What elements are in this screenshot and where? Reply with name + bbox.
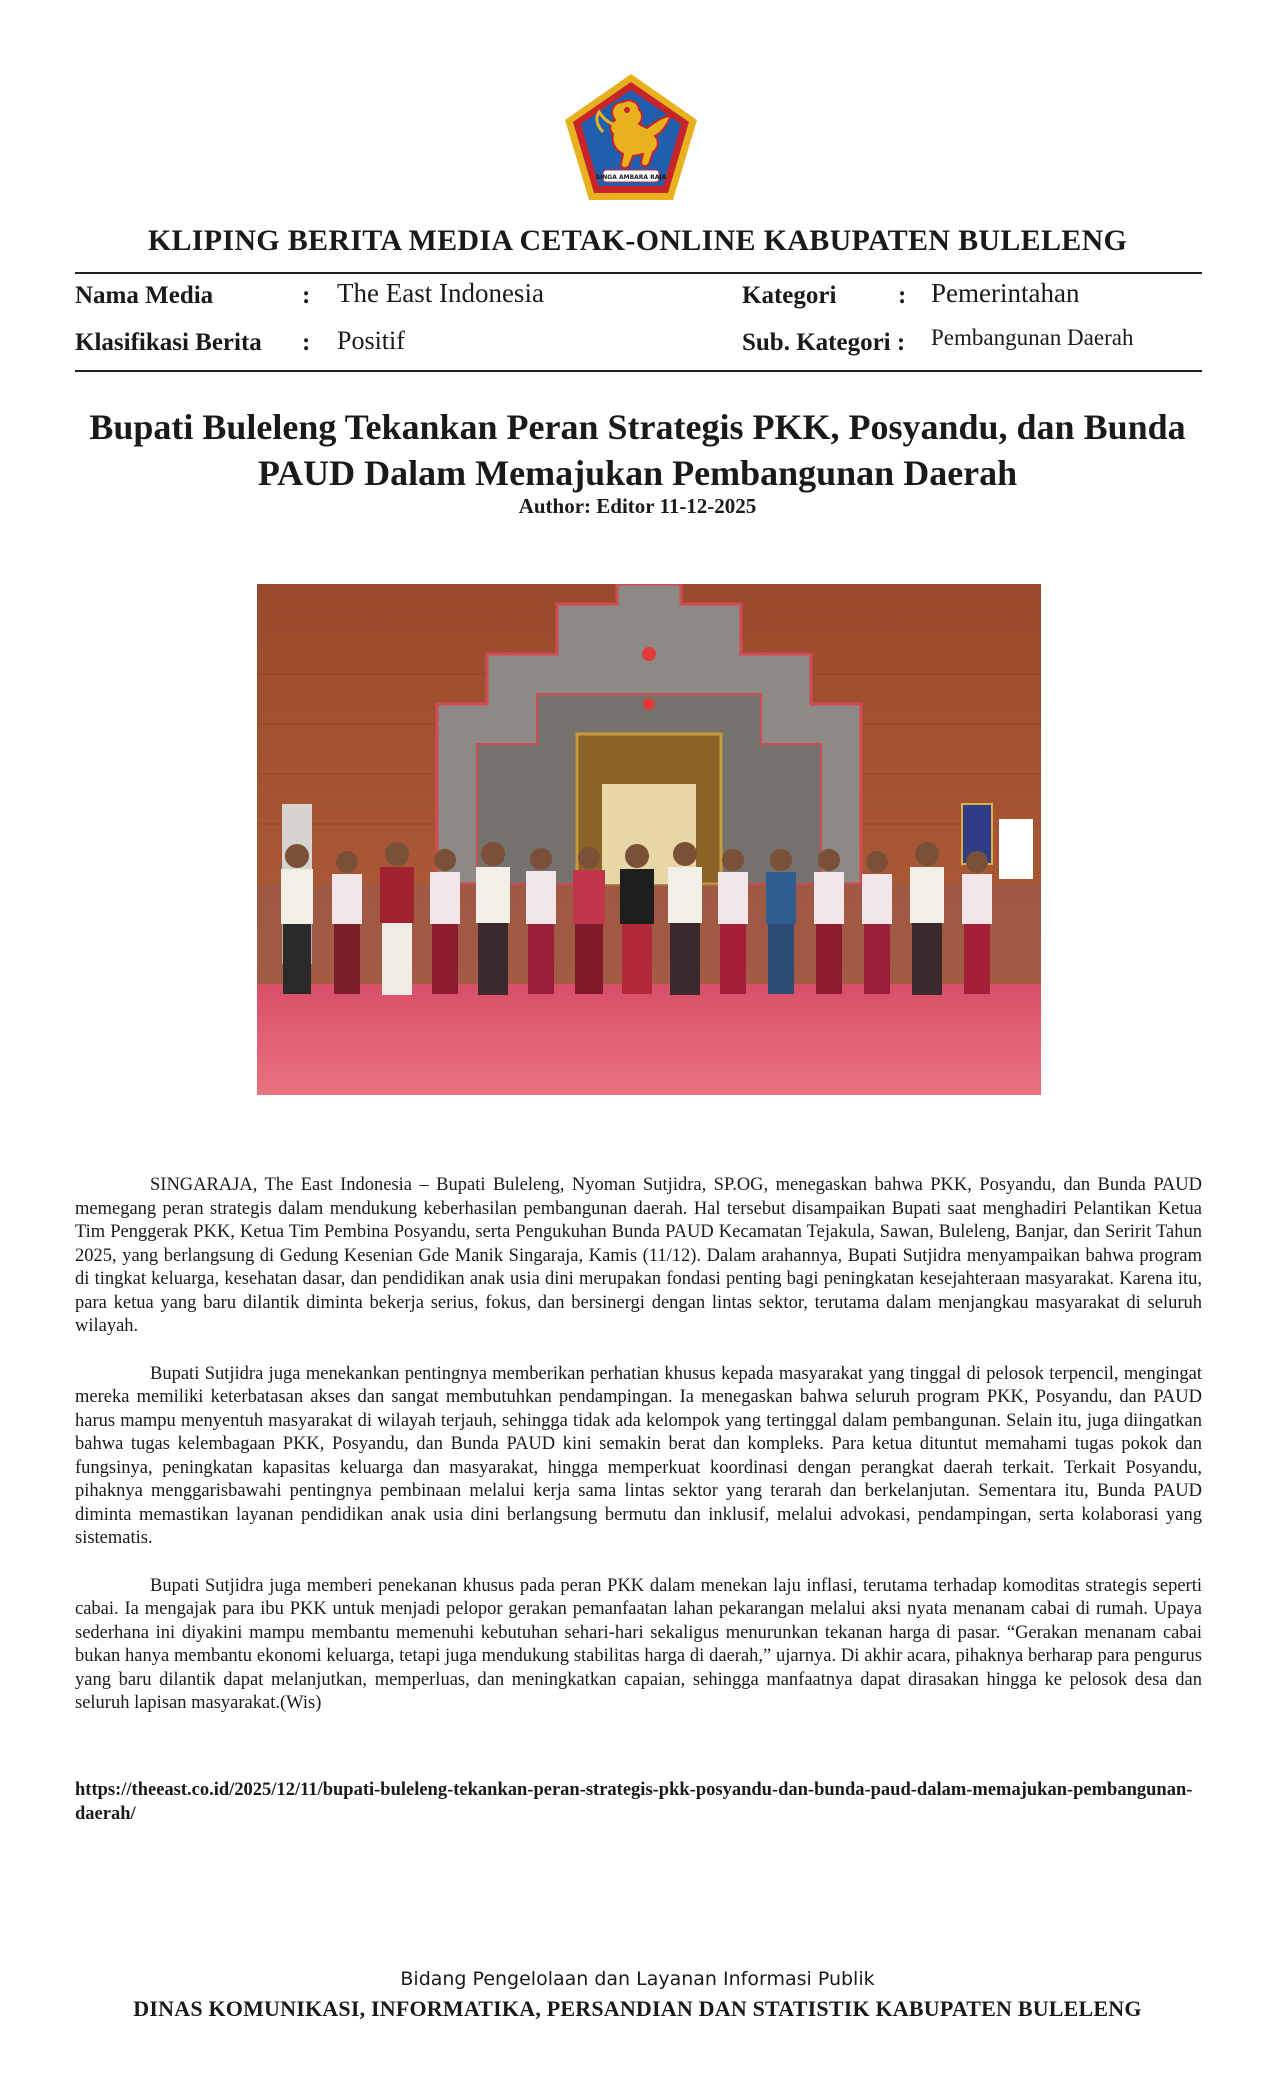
- event-stage-photo: [257, 584, 1041, 1095]
- article-body: [75, 1174, 1202, 1740]
- article-paragraph-2: Bupati Sutjidra juga menekankan pentingnya memberikan perhatian khusus kepada masyarakat yang tinggal di pelosok terpencil, mengingat mereka memiliki keterbatasan akses dan sangat membutuhkan pendampingan. Ia menegaskan bahwa seluruh program PKK, Posyandu, dan PAUD harus mampu menyentuh masyarakat di wilayah terjauh, sehingga tidak ada kelompok yang tertinggal dalam pembangunan. Selain itu, juga diingatkan bahwa tugas kelembagaan PKK, Posyandu, dan Bunda PAUD kini semakin berat dan kompleks. Para ketua dituntut memahami tugas pokok dan fungsinya, peningkatan kapasitas keluarga dan masyarakat, hingga memperkuat koordinasi dengan perangkat daerah terkait. Terkait Posyandu, pihaknya menggarisbawahi pentingnya pembinaan melalui kerja sama lintas sektor yang terarah dan berkelanjutan. Sementara itu, Bunda PAUD diminta memastikan layanan pendidikan anak usia dini berlangsung bermutu dan inklusif, melalui advokasi, pendampingan, serta kolaborasi yang sistematis.: [75, 1363, 1202, 1548]
- nama-media-colon: :: [302, 282, 311, 309]
- clipping-header-title: KLIPING BERITA MEDIA CETAK-ONLINE KABUPATEN BULELENG: [147, 224, 1128, 257]
- footer-department: Bidang Pengelolaan dan Layanan Informasi Publik: [400, 1968, 875, 1990]
- kategori-colon: :: [898, 282, 907, 309]
- article-author: Author: Editor 11-12-2025: [518, 494, 757, 518]
- singa-ambara-raja-emblem-icon: [563, 72, 699, 202]
- kategori-label: Kategori: [742, 282, 837, 309]
- klasifikasi-value: Positif: [337, 326, 405, 355]
- article-source-link[interactable]: https://theeast.co.id/2025/12/11/bupati-buleleng-tekankan-peran-strategis-pkk-posyandu-dan-bunda-paud-dalam-memajukan-pembangunan-daerah/: [75, 1780, 1193, 1824]
- header-top-rule: [75, 272, 1202, 274]
- logo-banner-text: SINGA AMBARA RAJA: [595, 174, 667, 181]
- sub-kategori-value: Pembangunan Daerah: [931, 325, 1134, 350]
- sub-kategori-label: Sub. Kategori :: [742, 329, 906, 356]
- klasifikasi-label: Klasifikasi Berita: [75, 329, 262, 356]
- kategori-value: Pemerintahan: [931, 278, 1080, 308]
- article-headline: Bupati Buleleng Tekankan Peran Strategis PKK, Posyandu, dan Bunda PAUD Dalam Memajukan Pembangunan Daerah: [89, 407, 1186, 493]
- header-bottom-rule: [75, 370, 1202, 372]
- article-paragraph-3: Bupati Sutjidra juga memberi penekanan khusus pada peran PKK dalam menekan laju inflasi, terutama terhadap komoditas strategis seperti cabai. Ia mengajak para ibu PKK untuk menjadi pelopor gerakan pemanfaatan lahan pekarangan melalui aksi nyata menanam cabai di rumah. Upaya sederhana ini diyakini mampu membantu memenuhi kebutuhan sehari-hari sekaligus menurunkan tekanan harga di pasar. “Gerakan menanam cabai bukan hanya membantu ekonomi keluarga, tetapi juga mendukung stabilitas harga di daerah,” ujarnya. Di akhir acara, pihaknya berharap para pengurus yang baru dilantik dapat melanjutkan, memperluas, dan meningkatkan capaian, sehingga manfaatnya dapat dirasakan hingga ke pelosok desa dan seluruh lapisan masyarakat.(Wis): [75, 1575, 1202, 1713]
- regency-logo: [563, 72, 699, 202]
- nama-media-label: Nama Media: [75, 282, 214, 309]
- article-photo: [257, 584, 1041, 1095]
- nama-media-value: The East Indonesia: [337, 278, 544, 308]
- klasifikasi-colon: :: [302, 329, 311, 356]
- footer-agency: DINAS KOMUNIKASI, INFORMATIKA, PERSANDIAN DAN STATISTIK KABUPATEN BULELENG: [133, 1996, 1142, 2021]
- article-paragraph-1: SINGARAJA, The East Indonesia – Bupati Buleleng, Nyoman Sutjidra, SP.OG, menegaskan bahwa PKK, Posyandu, dan Bunda PAUD memegang peran strategis dalam mendukung keberhasilan pembangunan daerah. Hal tersebut disampaikan Bupati saat menghadiri Pelantikan Ketua Tim Penggerak PKK, Ketua Tim Pembina Posyandu, serta Pengukuhan Bunda PAUD Kecamatan Tejakula, Sawan, Buleleng, Banjar, dan Seririt Tahun 2025, yang berlangsung di Gedung Kesenian Gde Manik Singaraja, Kamis (11/12). Dalam arahannya, Bupati Sutjidra menyampaikan bahwa program di tingkat keluarga, kesehatan dasar, dan pendidikan anak usia dini merupakan fondasi penting bagi peningkatan kesejahteraan masyarakat. Karena itu, para ketua yang baru dilantik diminta bekerja serius, fokus, dan bersinergi dengan lintas sektor, terutama dalam menjangkau masyarakat di seluruh wilayah.: [75, 1175, 1202, 1336]
